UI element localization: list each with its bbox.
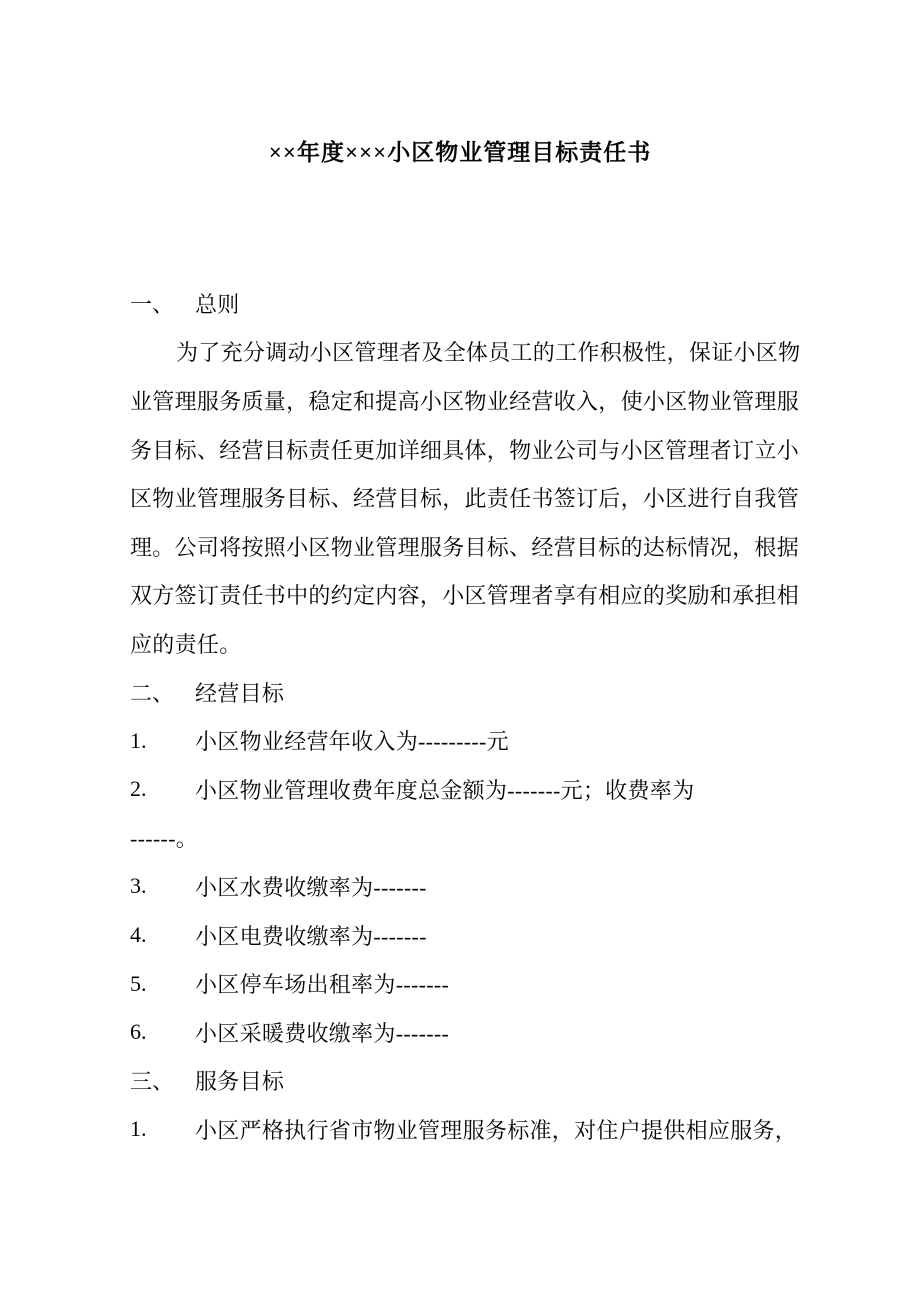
- line-number: 2.: [130, 776, 147, 802]
- line-text: 小区物业经营年收入为---------元: [195, 729, 509, 755]
- document-line-13: [130, 862, 800, 911]
- line-text: 总则: [195, 291, 240, 317]
- line-number: 1.: [130, 1116, 147, 1142]
- line-number: 1.: [130, 727, 147, 753]
- line-number: 一、: [130, 291, 175, 317]
- line-text: 区物业管理服务目标、经营目标，此责任书签订后，小区进行自我管: [130, 486, 800, 512]
- line-text: 小区电费收缴率为-------: [195, 923, 427, 949]
- line-number: 三、: [130, 1069, 175, 1095]
- line-number: 6.: [130, 1019, 147, 1045]
- document-line-18: [130, 1105, 800, 1154]
- line-text: 小区水费收缴率为-------: [195, 874, 427, 900]
- line-text: 小区严格执行省市物业管理服务标准，对住户提供相应服务，: [195, 1117, 798, 1143]
- document-line-12: [130, 814, 800, 863]
- document-line-17: [130, 1057, 800, 1106]
- line-text: 小区停车场出租率为-------: [195, 972, 450, 998]
- line-text: 小区采暖费收缴率为-------: [195, 1020, 450, 1046]
- document-line-14: [130, 911, 800, 960]
- document-line-7: [130, 571, 800, 620]
- document-line-2: [130, 328, 800, 377]
- document-body: [130, 279, 800, 1154]
- line-text: 服务目标: [195, 1069, 285, 1095]
- line-text: 务目标、经营目标责任更加详细具体，物业公司与小区管理者订立小: [130, 437, 800, 463]
- line-text: 小区物业管理收费年度总金额为-------元；收费率为: [195, 777, 695, 803]
- line-text: 业管理服务质量，稳定和提高小区物业经营收入，使小区物业管理服: [130, 388, 800, 414]
- document-line-16: [130, 1008, 800, 1057]
- line-text: 理。公司将按照小区物业管理服务目标、经营目标的达标情况，根据: [130, 534, 800, 560]
- document-line-9: [130, 668, 800, 717]
- document-line-1: [130, 279, 800, 328]
- line-number: 5.: [130, 970, 147, 996]
- document-line-4: [130, 425, 800, 474]
- document-title: ××年度×××小区物业管理目标责任书: [268, 140, 652, 165]
- document-line-5: [130, 473, 800, 522]
- document-line-8: [130, 619, 800, 668]
- line-text: 为了充分调动小区管理者及全体员工的工作积极性，保证小区物: [176, 340, 801, 366]
- document-line-11: [130, 765, 800, 814]
- line-text: ------。: [130, 826, 199, 852]
- line-text: 双方签订责任书中的约定内容，小区管理者享有相应的奖励和承担相: [130, 583, 800, 609]
- line-text: 经营目标: [195, 680, 285, 706]
- document-line-6: [130, 522, 800, 571]
- line-number: 4.: [130, 922, 147, 948]
- document-line-15: [130, 959, 800, 1008]
- line-number: 3.: [130, 873, 147, 899]
- line-text: 应的责任。: [130, 631, 242, 657]
- line-number: 二、: [130, 680, 175, 706]
- document-line-3: [130, 376, 800, 425]
- document-line-10: [130, 716, 800, 765]
